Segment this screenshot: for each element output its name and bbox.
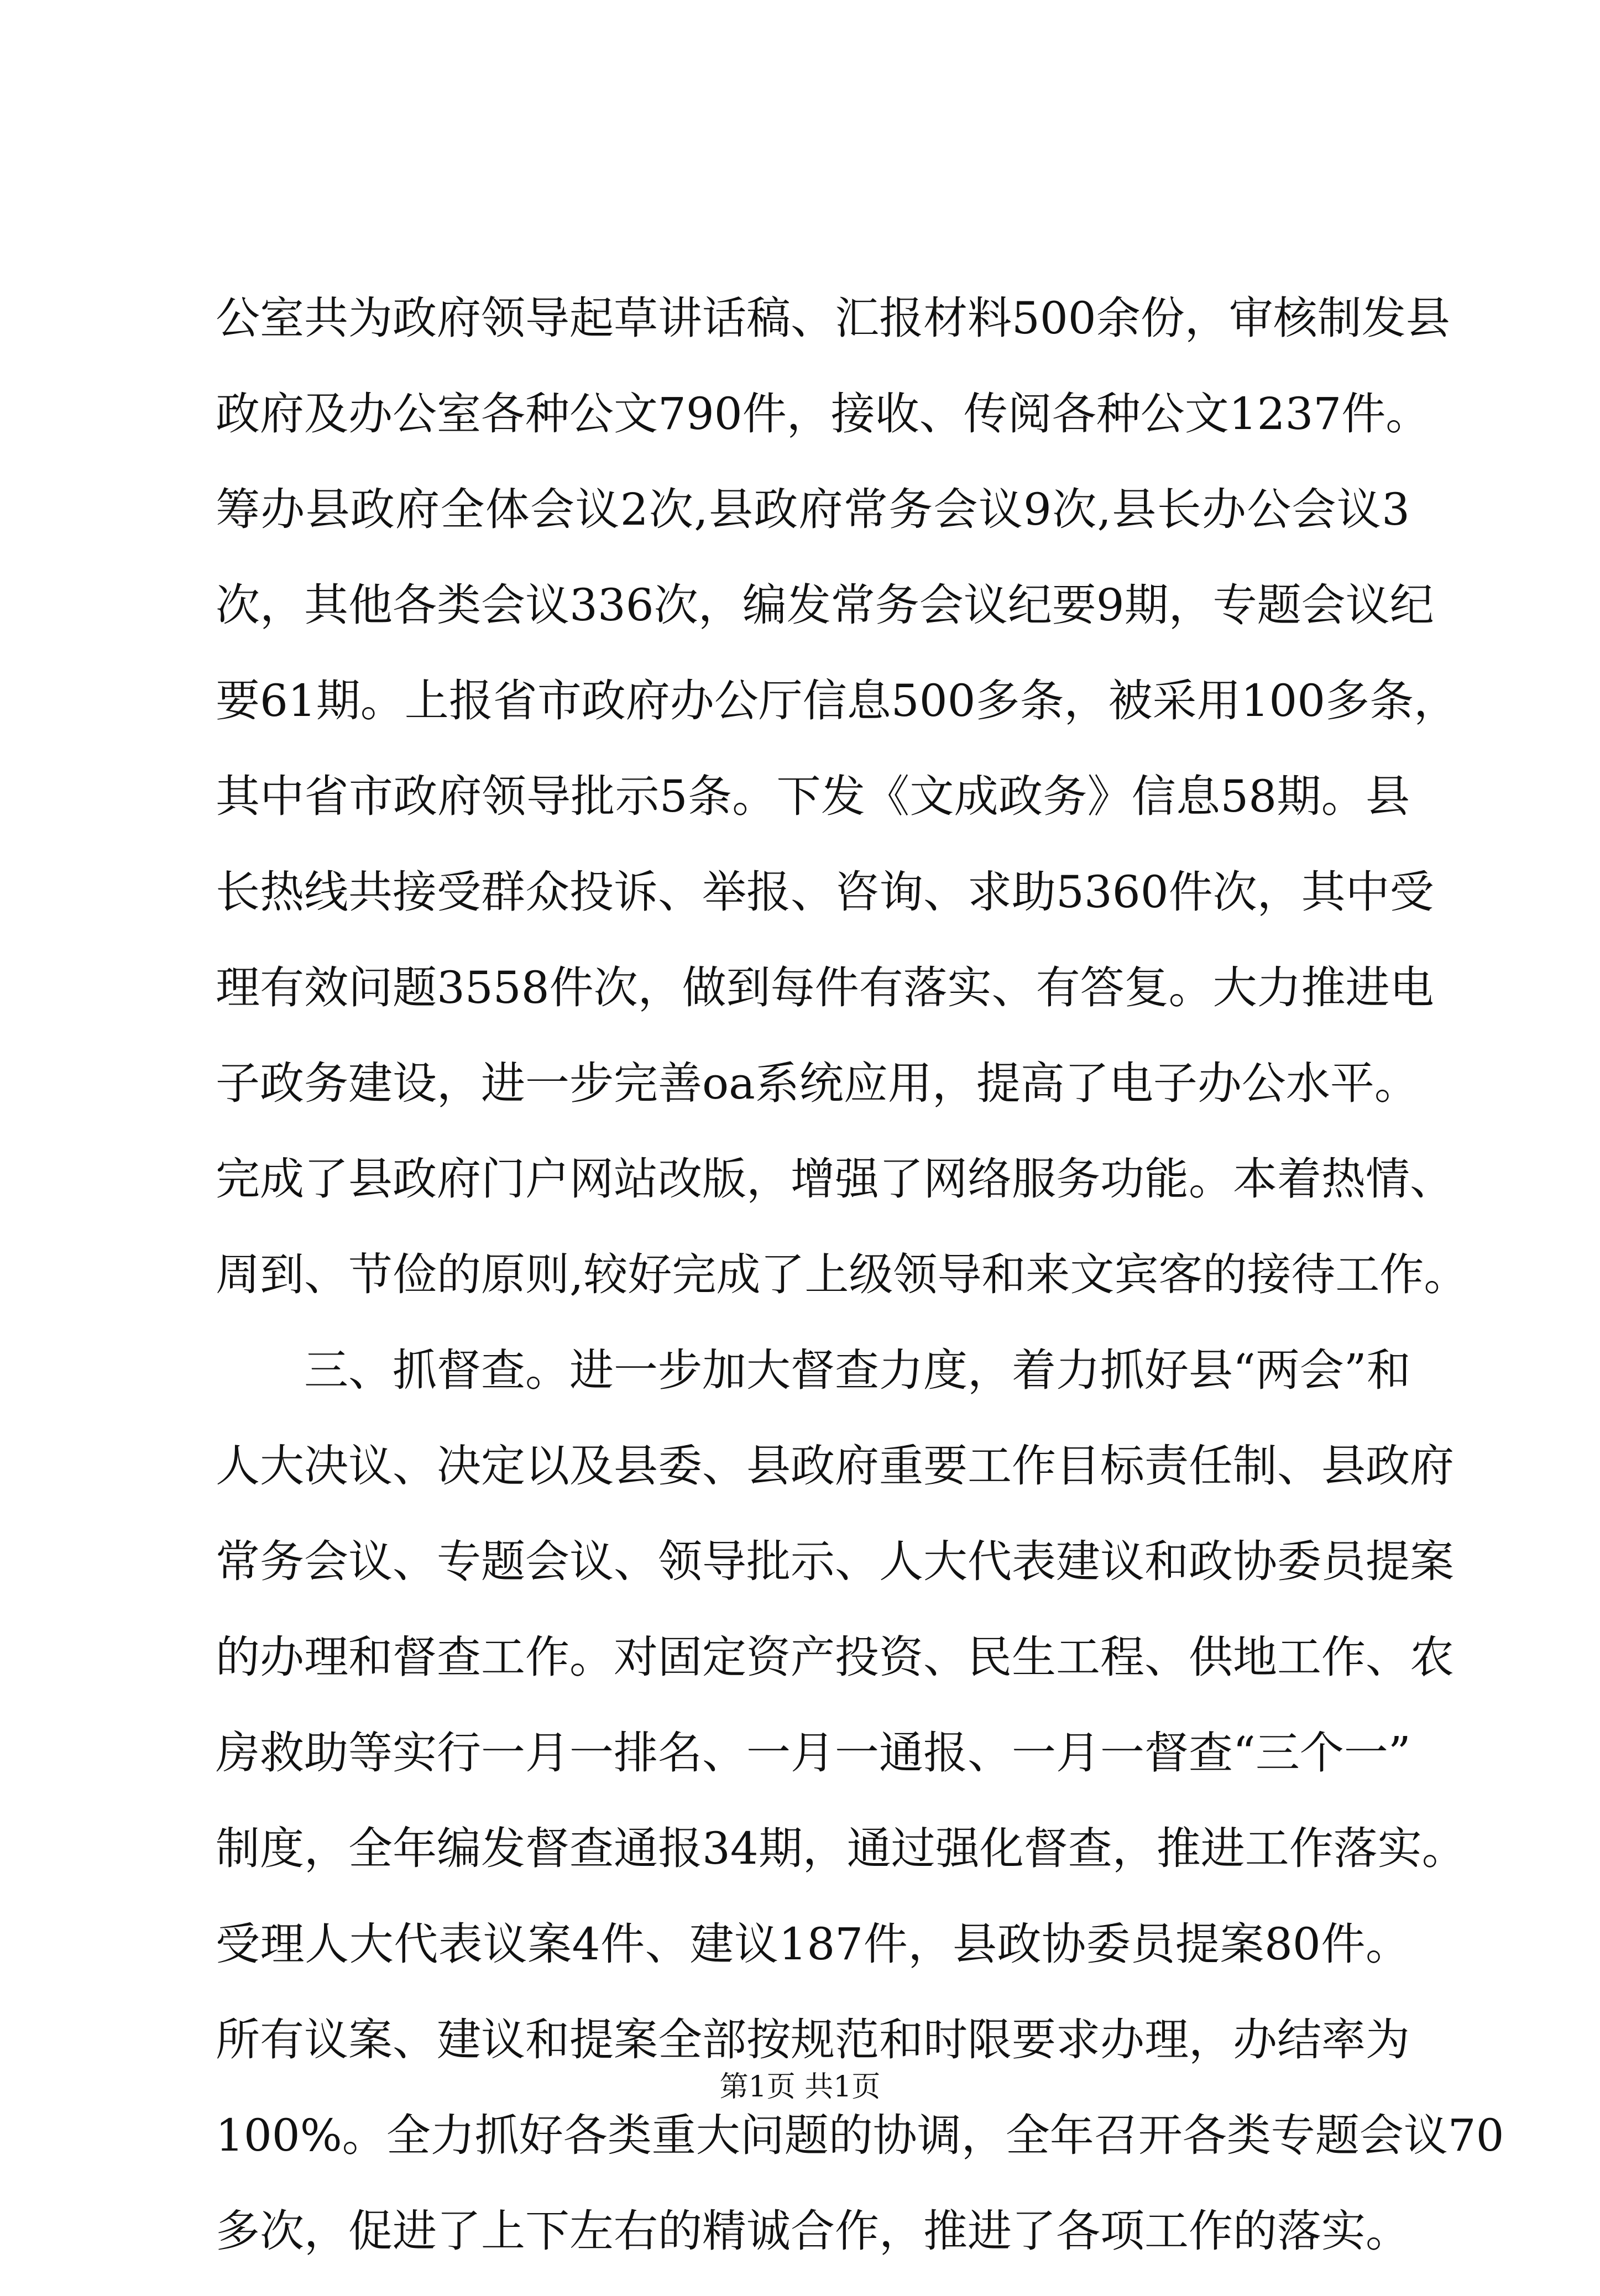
paragraph-line: 要61期。上报省市政府办公厅信息500多条，被采用100多条， [216,675,1458,726]
paragraph-line: 100%。全力抓好各类重大问题的协调，全年召开各类专题会议70 [216,2110,1504,2161]
paragraph-line: 常务会议、专题会议、领导批示、人大代表建议和政协委员提案 [216,1536,1454,1587]
paragraph-line: 制度，全年编发督查通报34期，通过强化督查，推进工作落实。 [216,1823,1466,1874]
paragraph-line: 周到、节俭的原则,较好完成了上级领导和来文宾客的接待工作。 [216,1249,1468,1300]
section-heading-line: 三、抓督查。进一步加大督查力度，着力抓好县“两会”和 [304,1345,1411,1396]
paragraph-line: 完成了县政府门户网站改版，增强了网络服务功能。本着热情、 [216,1153,1454,1205]
paragraph-line: 的办理和督查工作。对固定资产投资、民生工程、供地工作、农 [216,1631,1454,1683]
paragraph-line: 人大决议、决定以及县委、县政府重要工作目标责任制、县政府 [216,1440,1454,1492]
paragraph-line: 受理人大代表议案4件、建议187件，县政协委员提案80件。 [216,1918,1410,1970]
paragraph-line: 理有效问题3558件次，做到每件有落实、有答复。大力推进电 [216,962,1434,1013]
page-footer: 第1页 共1页 [719,2070,881,2104]
paragraph-line: 筹办县政府全体会议2次,县政府常务会议9次,县长办公会议3 [216,484,1410,535]
paragraph-line: 公室共为政府领导起草讲话稿、汇报材料500余份，审核制发县 [216,292,1450,344]
paragraph-line: 次，其他各类会议336次，编发常务会议纪要9期，专题会议纪 [216,579,1434,631]
paragraph-line: 其中省市政府领导批示5条。下发《文成政务》信息58期。县 [216,771,1410,822]
paragraph-line: 政府及办公室各种公文790件，接收、传阅各种公文1237件。 [216,388,1430,440]
paragraph-line: 子政务建设，进一步完善oa系统应用，提高了电子办公水平。 [216,1058,1419,1109]
paragraph-line: 房救助等实行一月一排名、一月一通报、一月一督查“三个一” [216,1727,1411,1779]
paragraph-line: 长热线共接受群众投诉、举报、咨询、求助5360件次，其中受 [216,866,1434,918]
paragraph-line: 所有议案、建议和提案全部按规范和时限要求办理，办结率为 [216,2014,1410,2065]
document-body [216,287,1504,2296]
paragraph-line: 多次，促进了上下左右的精诚合作，推进了各项工作的落实。 [216,2205,1410,2257]
